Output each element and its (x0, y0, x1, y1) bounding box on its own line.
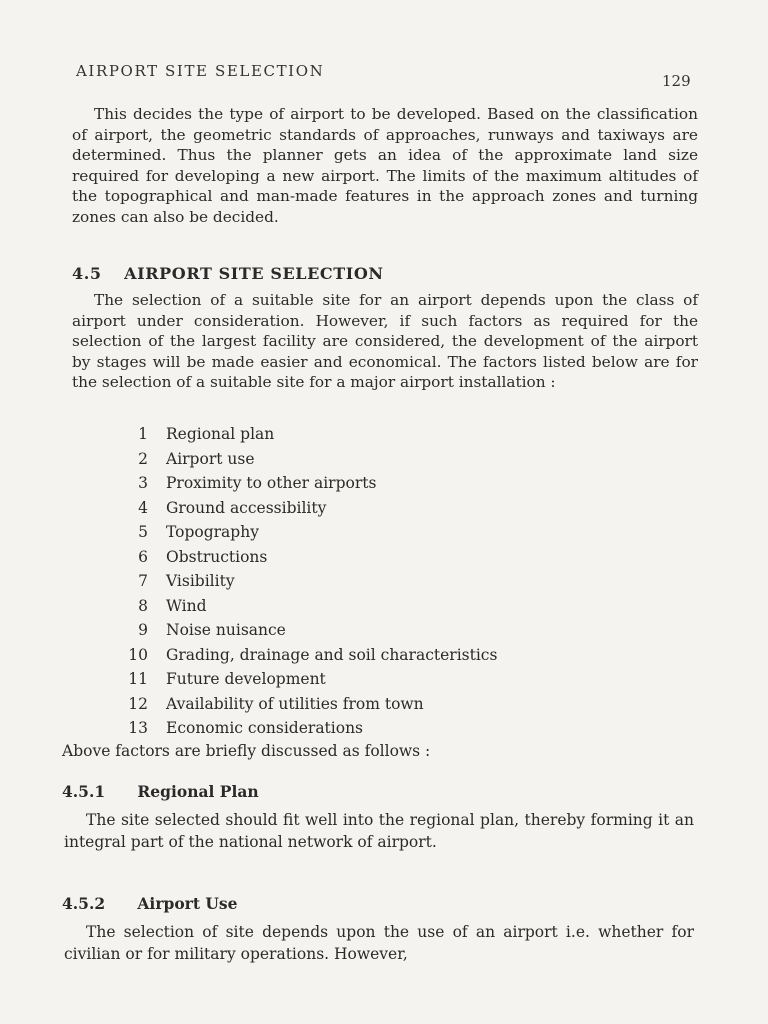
subsection-number: 4.5.1 (62, 782, 106, 801)
list-item-label: Grading, drainage and soil characteristics (166, 645, 498, 664)
list-item-number: 4 (138, 498, 148, 517)
list-item-label: Obstructions (166, 547, 268, 566)
list-item-number: 7 (138, 572, 148, 590)
list-item-number: 10 (128, 645, 148, 664)
list-item (116, 422, 497, 447)
list-item-label: Future development (166, 670, 326, 688)
list-item (116, 716, 497, 741)
list-item-label: Availability of utilities from town (166, 694, 424, 713)
list-item (116, 667, 497, 692)
closing-line: Above factors are briefly discussed as follows : (62, 742, 431, 760)
list-item (116, 569, 497, 594)
subsection-heading-airport-use (62, 894, 238, 913)
list-item-label: Regional plan (166, 425, 275, 443)
running-header-title: AIRPORT SITE SELECTION (76, 62, 325, 80)
list-item-number: 13 (128, 719, 148, 737)
list-item-number: 12 (128, 694, 148, 713)
list-item-number: 11 (128, 670, 148, 688)
list-item (116, 692, 497, 717)
list-item-number: 5 (138, 523, 148, 541)
subsection-title: Regional Plan (137, 782, 259, 801)
factors-list (116, 422, 497, 741)
list-item-label: Visibility (166, 572, 235, 590)
list-item-number: 2 (138, 449, 148, 468)
section-title: AIRPORT SITE SELECTION (124, 264, 384, 283)
subsection-paragraph-airport-use: The selection of site depends upon the use of an airport i.e. whether for civilian or for military operations. However, (64, 923, 694, 963)
list-item-number: 9 (138, 621, 148, 639)
subsection-heading-regional-plan (62, 782, 259, 801)
list-item-number: 1 (138, 425, 148, 443)
list-item (116, 545, 497, 570)
list-item-label: Ground accessibility (166, 498, 327, 517)
list-item (116, 496, 497, 521)
section-heading (72, 264, 384, 283)
list-item-label: Proximity to other airports (166, 474, 377, 492)
list-item (116, 618, 497, 643)
list-item-label: Noise nuisance (166, 621, 286, 639)
list-item-number: 3 (138, 474, 148, 492)
list-item-label: Wind (166, 596, 207, 615)
list-item (116, 594, 497, 619)
subsection-number: 4.5.2 (62, 894, 106, 913)
list-item-number: 6 (138, 547, 148, 566)
list-item (116, 643, 497, 668)
list-item (116, 471, 497, 496)
list-item-label: Topography (166, 523, 259, 541)
list-item-label: Economic considerations (166, 719, 364, 737)
section-number: 4.5 (72, 264, 102, 283)
subsection-paragraph-regional-plan: The site selected should fit well into the regional plan, thereby forming it an integral part of the national network of airport. (64, 811, 694, 851)
subsection-title: Airport Use (137, 894, 238, 913)
page-number: 129 (662, 72, 691, 90)
list-item-number: 8 (138, 596, 148, 615)
intro-paragraph: This decides the type of airport to be developed. Based on the classification of airport, the geometric standards of approaches, runways and taxiways are determined. Thus the planner gets an idea of the approximate land size required for developing a new airport. The limits of the maximum altitudes of the topographical and man-made features in the approach zones and turning zones can also be decided. (72, 105, 698, 226)
list-item-label: Airport use (166, 449, 255, 468)
list-item (116, 447, 497, 472)
section-paragraph: The selection of a suitable site for an airport depends upon the class of airport under consideration. However, if such factors as required for the selection of the largest facility are considered, the development of the airport by stages will be made easier and economical. The factors listed below are for the selection of a suitable site for a major airport installation : (72, 291, 698, 392)
list-item (116, 520, 497, 545)
